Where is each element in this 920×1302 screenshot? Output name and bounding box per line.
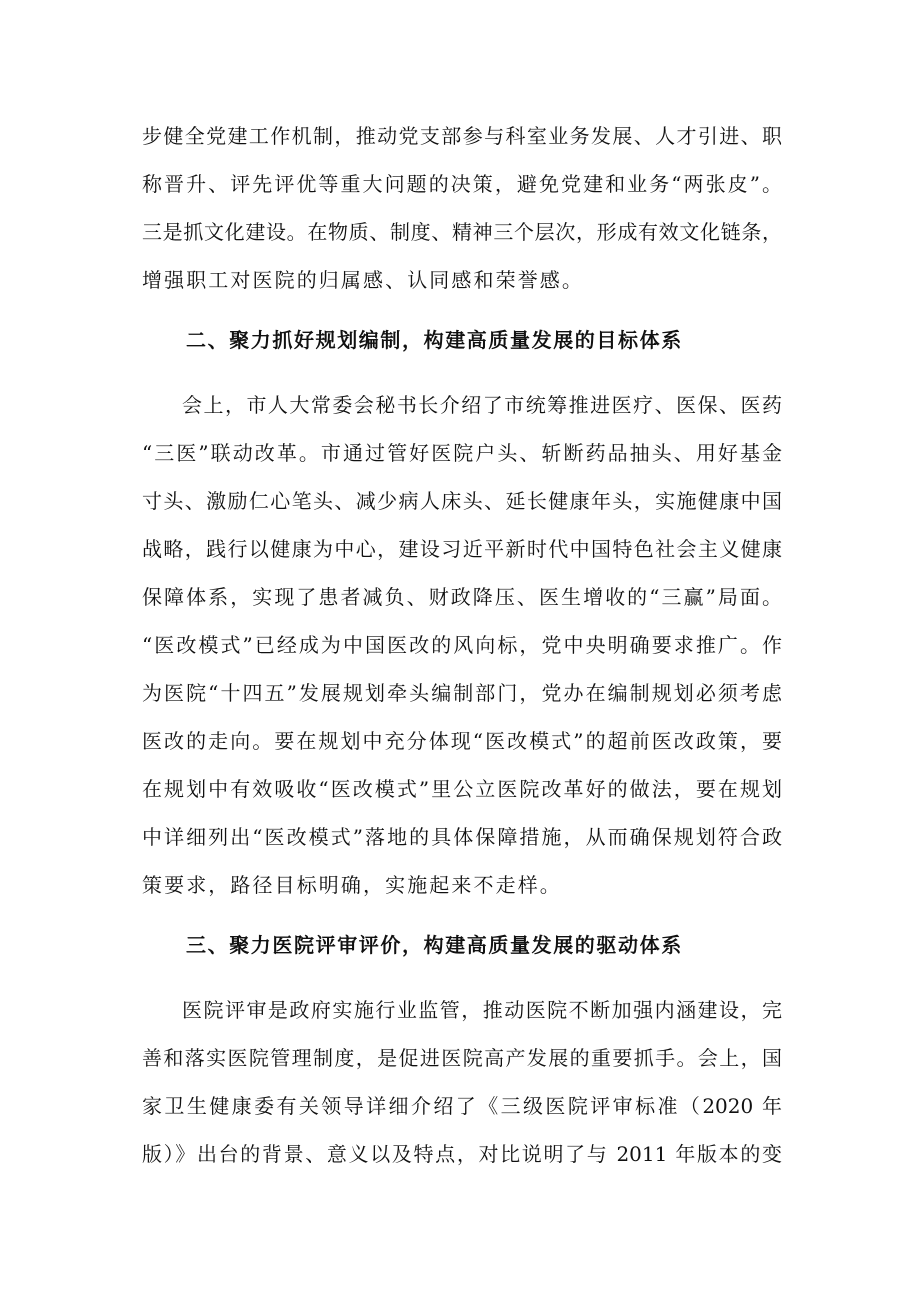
body-text-line: 家卫生健康委有关领导详细介绍了《三级医院评审标准（2020 年	[142, 1094, 782, 1118]
section-heading: 二、聚力抓好规划编制，构建高质量发展的目标体系	[186, 328, 683, 352]
section-heading: 三、聚力医院评审评价，构建高质量发展的驱动体系	[186, 933, 683, 957]
body-text-line: 医改的走向。要在规划中充分体现“医改模式”的超前医改政策，要	[142, 729, 782, 753]
body-text-line: 步健全党建工作机制，推动党支部参与科室业务发展、人才引进、职	[142, 124, 782, 148]
body-text-line: 增强职工对医院的归属感、认同感和荣誉感。	[142, 268, 584, 292]
body-text-line: 称晋升、评先评优等重大问题的决策，避免党建和业务“两张皮”。	[142, 172, 782, 196]
body-text-line: 保障体系，实现了患者减负、财政降压、医生增收的“三赢”局面。	[142, 585, 782, 609]
body-text-line: 版）》出台的背景、意义以及特点，对比说明了与 2011 年版本的变	[142, 1142, 782, 1166]
body-text-line: 寸头、激励仁心笔头、减少病人床头、延长健康年头，实施健康中国	[142, 489, 782, 513]
body-text-line: “医改模式”已经成为中国医改的风向标，党中央明确要求推广。作	[142, 633, 782, 657]
body-text-line: 在规划中有效吸收“医改模式”里公立医院改革好的做法，要在规划	[142, 777, 782, 801]
body-text-line: 三是抓文化建设。在物质、制度、精神三个层次，形成有效文化链条，	[142, 220, 782, 244]
body-text-line: 为医院“十四五”发展规划牵头编制部门，党办在编制规划必须考虑	[142, 681, 782, 705]
body-text-line: 善和落实医院管理制度，是促进医院高产发展的重要抓手。会上，国	[142, 1046, 782, 1070]
body-text-line: 中详细列出“医改模式”落地的具体保障措施，从而确保规划符合政	[142, 825, 782, 849]
body-text-line: 会上，市人大常委会秘书长介绍了市统筹推进医疗、医保、医药	[182, 393, 782, 417]
body-text-line: “三医”联动改革。市通过管好医院户头、斩断药品抽头、用好基金	[142, 441, 782, 465]
body-text-line: 策要求，路径目标明确，实施起来不走样。	[142, 873, 562, 897]
body-text-line: 医院评审是政府实施行业监管，推动医院不断加强内涵建设，完	[182, 998, 782, 1022]
body-text-line: 战略，践行以健康为中心，建设习近平新时代中国特色社会主义健康	[142, 537, 782, 561]
